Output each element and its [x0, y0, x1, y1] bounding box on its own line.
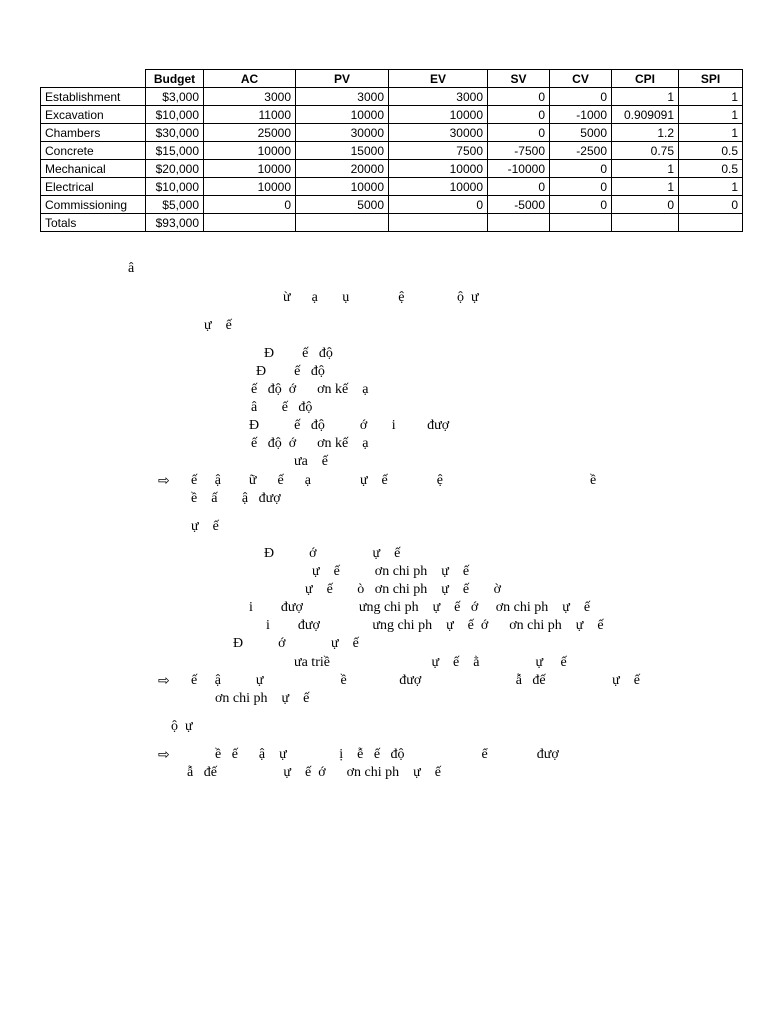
table-cell: 1 — [612, 178, 679, 196]
table-cell: 0.5 — [679, 142, 743, 160]
table-cell: 0.75 — [612, 142, 679, 160]
table-cell: 1 — [679, 178, 743, 196]
table-cell: $93,000 — [146, 214, 204, 232]
text-line: i đượ ưng chi ph ự ế ớ ơn chi ph ự ế — [266, 618, 604, 633]
table-cell: 10000 — [389, 106, 488, 124]
text-line: ộ ự — [171, 719, 193, 734]
table-cell: 1 — [612, 88, 679, 106]
table-cell: 10000 — [296, 178, 389, 196]
row-label-cell: Commissioning — [41, 196, 146, 214]
table-cell: $30,000 — [146, 124, 204, 142]
arrow-icon: ⇨ — [158, 473, 170, 489]
table-cell — [204, 214, 296, 232]
arrow-icon: ⇨ — [158, 747, 170, 763]
text-line: ế ậ ữ ế ạ ự ế ệ ề — [191, 473, 597, 488]
text-line: â — [128, 261, 135, 276]
table-cell: $3,000 — [146, 88, 204, 106]
table-cell: 0 — [389, 196, 488, 214]
text-line: ưa triề ự ế ằ ự ế — [294, 655, 567, 670]
text-line: i đượ ưng chi ph ự ế ớ ơn chi ph ự ế — [249, 600, 591, 615]
table-cell: 3000 — [389, 88, 488, 106]
table-row — [41, 196, 743, 214]
table-cell: 1 — [679, 88, 743, 106]
table-cell: 0 — [550, 88, 612, 106]
arrow-icon: ⇨ — [158, 673, 170, 689]
header-ev: EV — [389, 70, 488, 88]
table-cell: 0 — [488, 124, 550, 142]
table-cell: $10,000 — [146, 178, 204, 196]
table-cell: -1000 — [550, 106, 612, 124]
header-cpi: CPI — [612, 70, 679, 88]
table-cell: 10000 — [389, 160, 488, 178]
table-cell: 1 — [679, 106, 743, 124]
table-cell: 1.2 — [612, 124, 679, 142]
text-line: ự ế — [191, 519, 219, 534]
table-cell: 0.5 — [679, 160, 743, 178]
table-cell: 1 — [612, 160, 679, 178]
table-cell: 7500 — [389, 142, 488, 160]
row-label-cell: Excavation — [41, 106, 146, 124]
table-cell: 25000 — [204, 124, 296, 142]
header-spi: SPI — [679, 70, 743, 88]
row-label-cell: Electrical — [41, 178, 146, 196]
table-cell: 0 — [488, 106, 550, 124]
table-cell: $10,000 — [146, 106, 204, 124]
table-cell — [296, 214, 389, 232]
text-line: Đ ế độ — [264, 346, 333, 361]
table-cell: 3000 — [204, 88, 296, 106]
table-cell: 0.909091 — [612, 106, 679, 124]
table-cell: $15,000 — [146, 142, 204, 160]
header-cv: CV — [550, 70, 612, 88]
table-cell: 10000 — [204, 178, 296, 196]
table-cell: 11000 — [204, 106, 296, 124]
table-cell: 3000 — [296, 88, 389, 106]
text-line: ế ậ ự ề đượ ẫ đế ự ế — [191, 673, 640, 688]
text-line: ưa ế — [294, 454, 329, 469]
text-line: ề ấ ậ đượ — [191, 491, 281, 506]
text-line: ế độ ớ ơn kế ạ — [251, 382, 369, 397]
header-pv: PV — [296, 70, 389, 88]
header-blank — [41, 70, 146, 88]
table-row — [41, 160, 743, 178]
table-row — [41, 88, 743, 106]
table-cell: 0 — [488, 88, 550, 106]
text-line: ế độ ớ ơn kế ạ — [251, 436, 369, 451]
table-cell: -10000 — [488, 160, 550, 178]
text-line: ề ế ậ ự ị ễ ế độ ể đượ — [215, 747, 559, 762]
table-row — [41, 142, 743, 160]
table-header-row — [41, 70, 743, 88]
text-line: ự ế ơn chi ph ự ế — [312, 564, 470, 579]
table-cell: $20,000 — [146, 160, 204, 178]
evm-table — [40, 69, 743, 232]
table-cell — [612, 214, 679, 232]
table-row — [41, 124, 743, 142]
text-line: Đ ớ ự ế — [233, 636, 359, 651]
text-line: ơn chi ph ự ế — [215, 691, 310, 706]
table-cell: 0 — [488, 178, 550, 196]
row-label-cell: Concrete — [41, 142, 146, 160]
table-cell: 5000 — [296, 196, 389, 214]
header-budget: Budget — [146, 70, 204, 88]
table-cell: 10000 — [204, 142, 296, 160]
table-cell — [389, 214, 488, 232]
table-cell — [488, 214, 550, 232]
table-cell: -7500 — [488, 142, 550, 160]
text-line: ẫ đế ự ế ớ ơn chi ph ự ế — [187, 765, 441, 780]
table-cell: 15000 — [296, 142, 389, 160]
text-line: Đ ớ ự ế — [264, 546, 401, 561]
row-label-cell: Establishment — [41, 88, 146, 106]
table-cell: 1 — [679, 124, 743, 142]
text-line: Đ ế độ — [256, 364, 325, 379]
table-cell: 10000 — [296, 106, 389, 124]
text-line: ự ế — [204, 318, 232, 333]
table-cell: 20000 — [296, 160, 389, 178]
table-row — [41, 214, 743, 232]
table-cell: $5,000 — [146, 196, 204, 214]
row-label-cell: Totals — [41, 214, 146, 232]
table-cell — [679, 214, 743, 232]
header-ac: AC — [204, 70, 296, 88]
row-label-cell: Chambers — [41, 124, 146, 142]
table-cell: 0 — [204, 196, 296, 214]
table-cell — [550, 214, 612, 232]
text-line: â ế độ — [251, 400, 313, 415]
table-cell: 0 — [679, 196, 743, 214]
table-cell: 10000 — [389, 178, 488, 196]
table-cell: 5000 — [550, 124, 612, 142]
table-cell: -5000 — [488, 196, 550, 214]
row-label-cell: Mechanical — [41, 160, 146, 178]
table-cell: 0 — [612, 196, 679, 214]
table-row — [41, 178, 743, 196]
table-cell: 0 — [550, 178, 612, 196]
table-cell: 0 — [550, 196, 612, 214]
text-line: ừ ạ ụ ệ ộ ự — [283, 290, 479, 305]
text-line: ự ế ò ơn chi ph ự ế ờ — [305, 582, 502, 597]
text-line: Đ ế độ ớ i đượ — [249, 418, 450, 433]
table-cell: -2500 — [550, 142, 612, 160]
table-row — [41, 106, 743, 124]
table-cell: 30000 — [296, 124, 389, 142]
table-cell: 0 — [550, 160, 612, 178]
table-cell: 10000 — [204, 160, 296, 178]
table-cell: 30000 — [389, 124, 488, 142]
header-sv: SV — [488, 70, 550, 88]
